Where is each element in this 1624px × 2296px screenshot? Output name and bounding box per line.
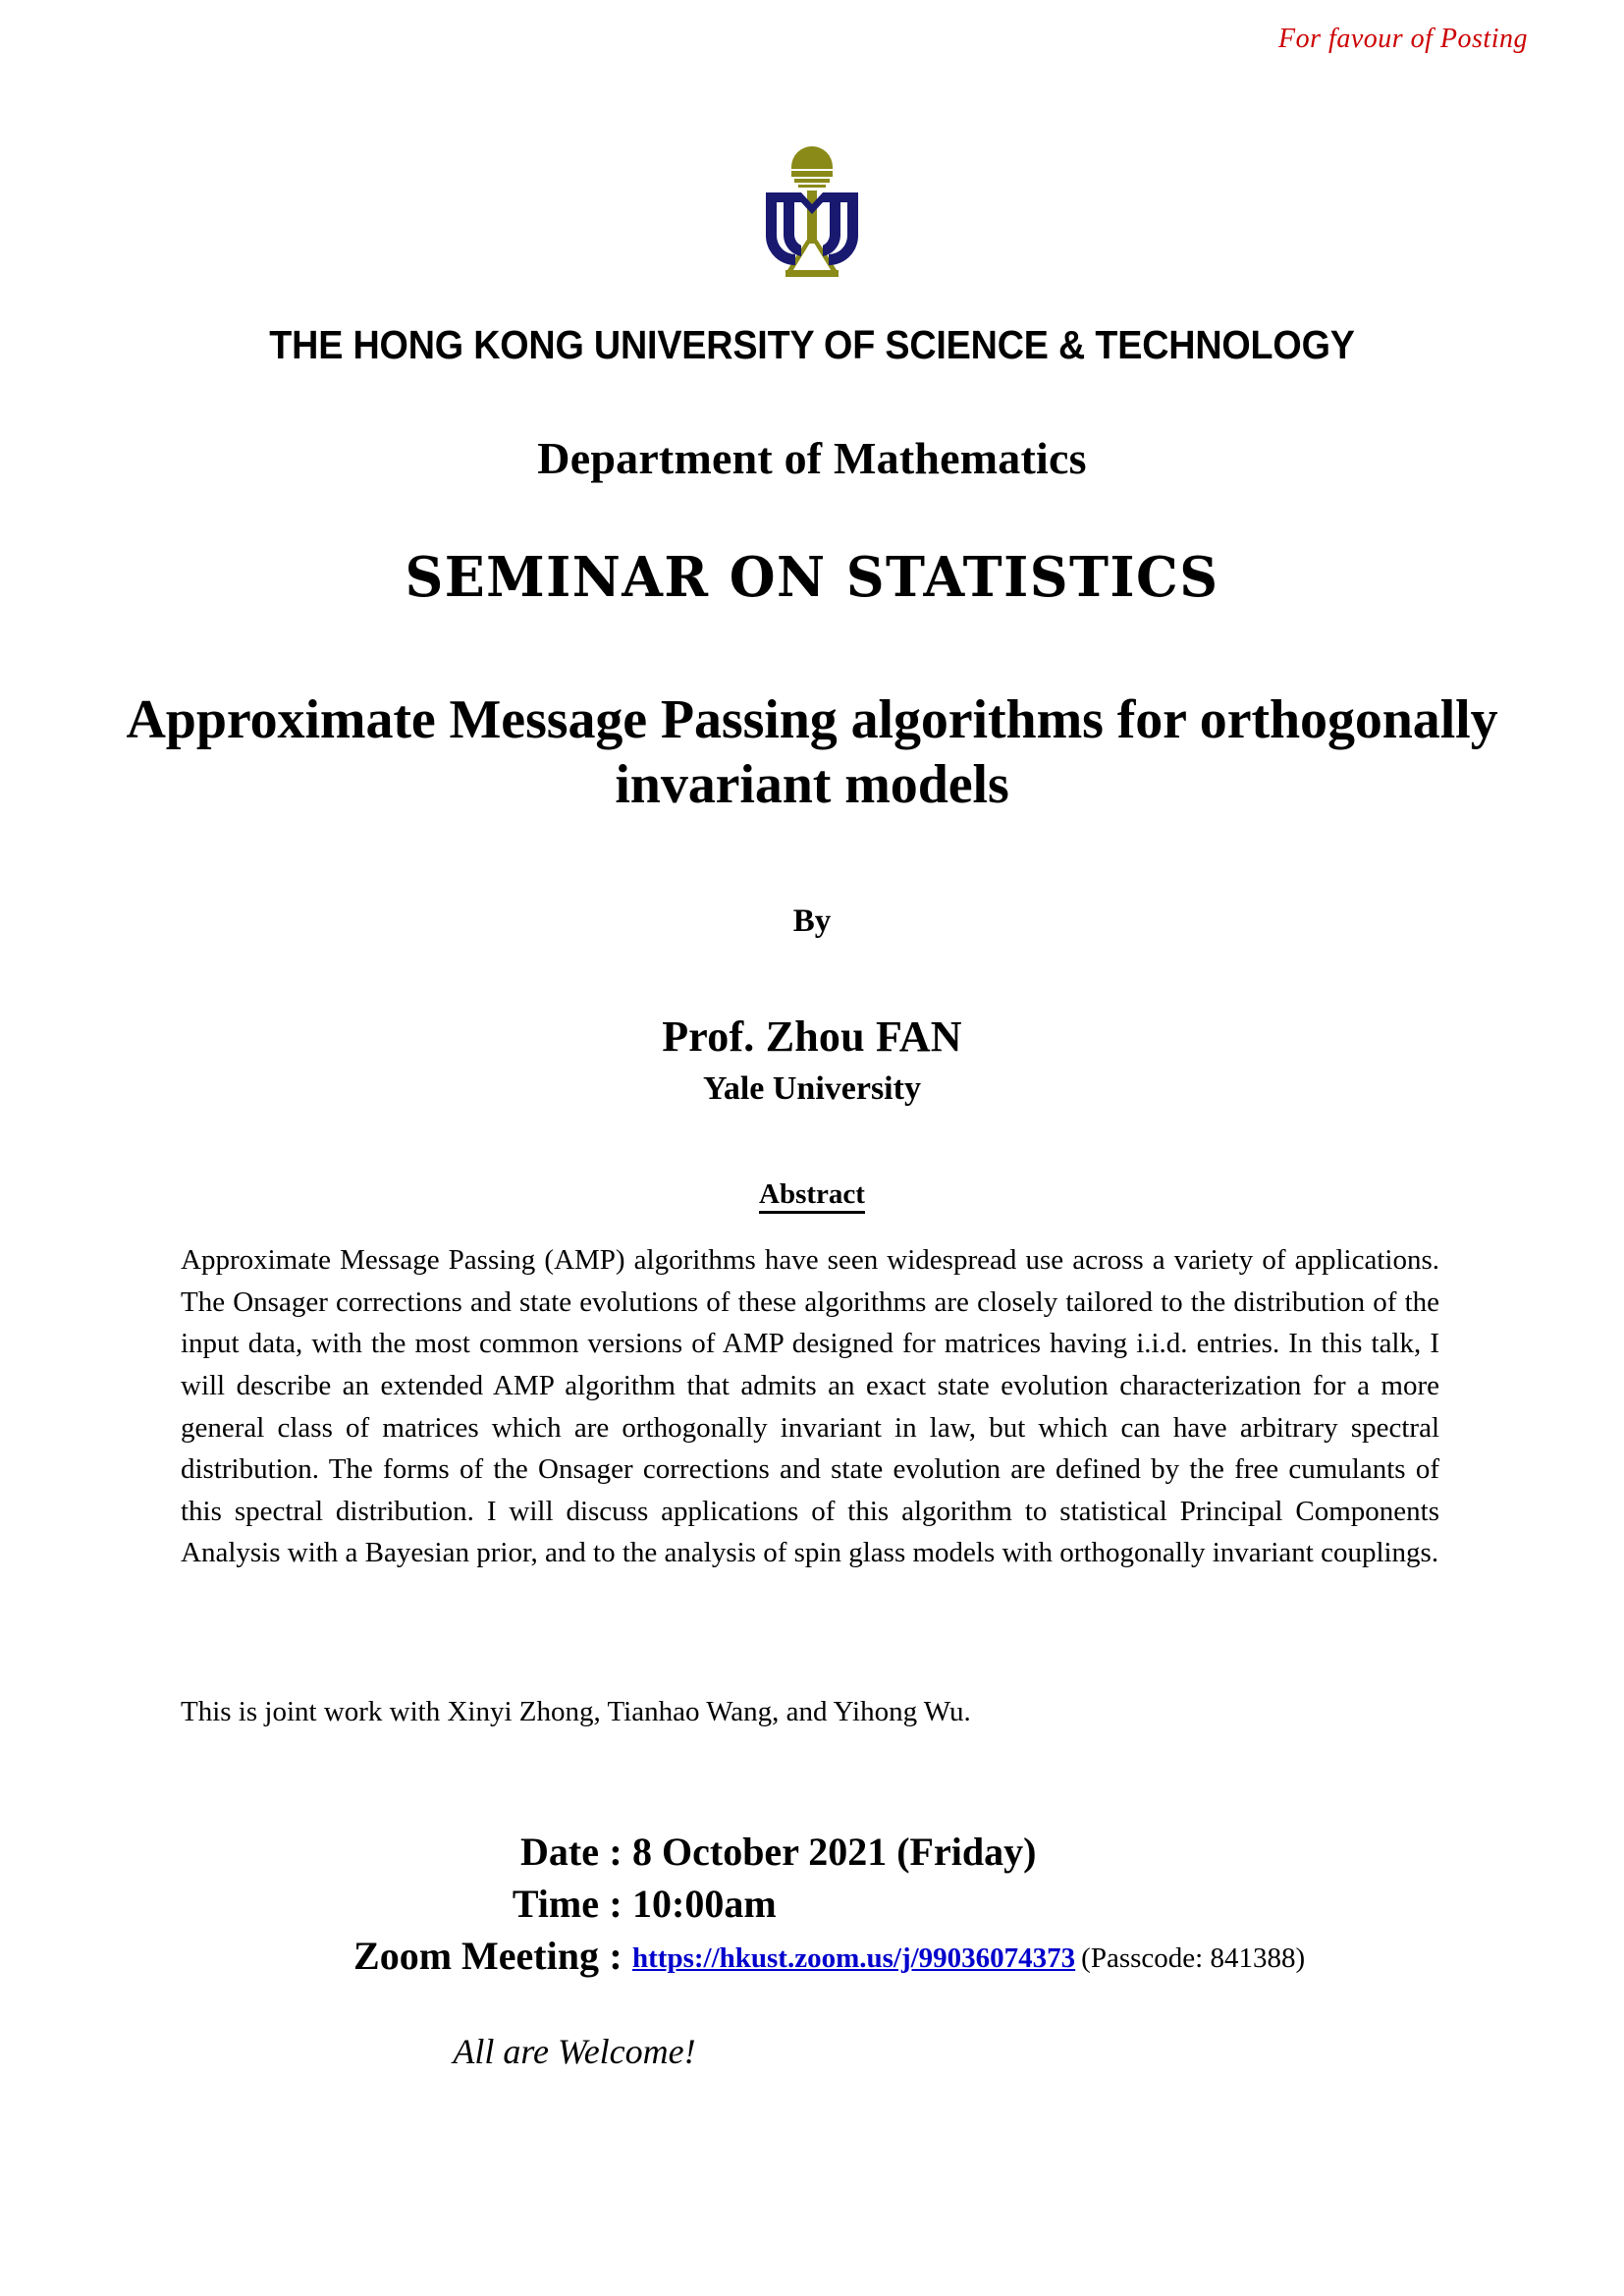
posting-note: For favour of Posting <box>1278 24 1528 54</box>
speaker-affiliation: Yale University <box>703 1070 921 1107</box>
time-label: Time <box>512 1882 599 1926</box>
time-value: 10:00am <box>632 1882 777 1926</box>
event-details <box>0 1829 1624 1985</box>
talk-title: Approximate Message Passing algorithms for orthogonally invariant models <box>126 689 1498 816</box>
detail-row-date <box>0 1829 1624 1875</box>
university-name: THE HONG KONG UNIVERSITY OF SCIENCE & TECHNOLOGY <box>269 322 1355 367</box>
date-value: 8 October 2021 (Friday) <box>632 1830 1037 1874</box>
logo-container <box>0 126 1624 283</box>
abstract-joint-work: This is joint work with Xinyi Zhong, Tianhao Wang, and Yihong Wu. <box>181 1696 971 1727</box>
abstract-heading <box>0 1178 1624 1211</box>
abstract-body: Approximate Message Passing (AMP) algorithms have seen widespread use across a variety of applications. The Onsager corrections and state evolutions of these algorithms are closely tailored to the distribution of the input data, with the most common versions of AMP designed for matrices having i.i.d. entries. In this talk, I will describe an extended AMP algorithm that admits an exact state evolution characterization for a more general class of matrices which are orthogonally invariant in law, but which can have arbitrary spectral distribution. The forms of the Onsager corrections and state evolution are defined by the free cumulants of this spectral distribution. I will discuss applications of this algorithm to statistical Principal Components Analysis with a Bayesian prior, and to the analysis of spin glass models with orthogonally invariant couplings. <box>181 1244 1439 1569</box>
zoom-colon: : <box>609 1934 623 1978</box>
welcome-note: All are Welcome! <box>453 2032 696 2071</box>
seminar-series-title: SEMINAR ON STATISTICS <box>405 545 1219 610</box>
time-colon: : <box>609 1882 623 1926</box>
zoom-value <box>632 1942 1305 1975</box>
department-name: Department of Mathematics <box>537 433 1087 483</box>
date-label: Date <box>520 1830 599 1874</box>
date-colon: : <box>609 1830 623 1874</box>
speaker-name: Prof. Zhou FAN <box>662 1012 962 1061</box>
abstract-heading-text: Abstract <box>759 1178 865 1214</box>
by-label: By <box>792 903 832 939</box>
detail-row-zoom <box>0 1933 1624 1979</box>
zoom-meeting-link[interactable]: https://hkust.zoom.us/j/99036074373 <box>632 1942 1076 1974</box>
zoom-meeting-label: Zoom Meeting <box>353 1934 599 1978</box>
hkust-logo-icon <box>758 126 866 283</box>
detail-row-time <box>0 1881 1624 1927</box>
zoom-passcode: (Passcode: 841388) <box>1081 1942 1306 1974</box>
